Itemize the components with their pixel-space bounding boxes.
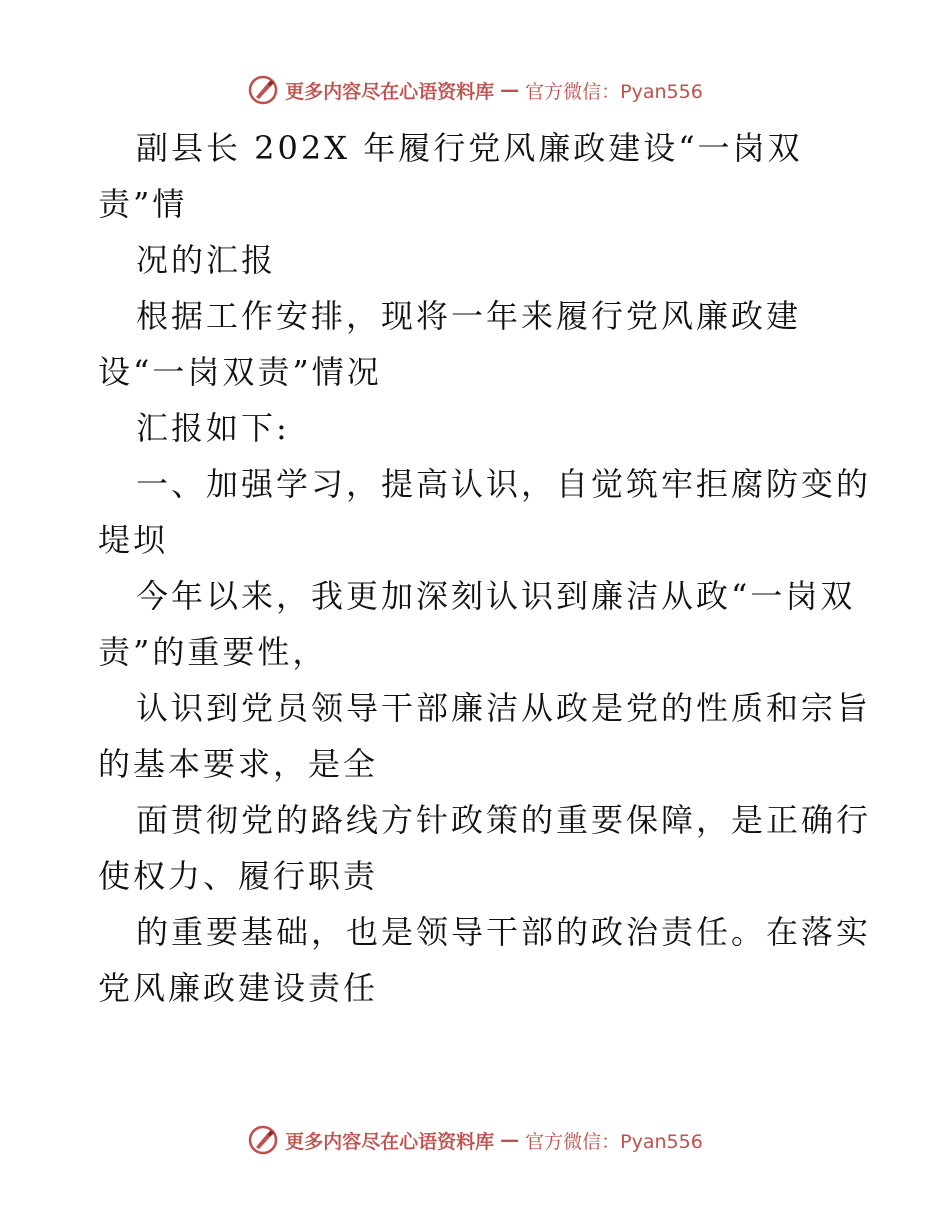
header-banner (0, 70, 950, 110)
banner-main-text: 更多内容尽在心语资料库 (285, 80, 495, 103)
text-line: 一、加强学习，提高认识，自觉筑牢拒腐防变的 (136, 465, 872, 503)
document-body (98, 120, 872, 1016)
text-line: 党风廉政建设责任 (98, 969, 379, 1007)
banner-separator: — (500, 1129, 520, 1151)
text-line: 的重要基础，也是领导干部的政治责任。在落实 (136, 913, 872, 951)
text-line: 使权力、履行职责 (98, 857, 379, 895)
text-line: 面贯彻党的路线方针政策的重要保障，是正确行 (136, 801, 872, 839)
text-line: 责”情 (98, 185, 188, 223)
text-line: 认识到党员领导干部廉洁从政是党的性质和宗旨 (136, 689, 872, 727)
pen-logo-icon (247, 1124, 279, 1156)
banner-wechat-text: 官方微信：Pyan556 (525, 1130, 703, 1153)
text-line: 况的汇报 (136, 241, 277, 279)
pen-logo-icon (247, 74, 279, 106)
text-line: 设“一岗双责”情况 (98, 353, 382, 391)
text-line: 今年以来，我更加深刻认识到廉洁从政“一岗双 (136, 577, 856, 615)
banner-separator: — (500, 79, 520, 101)
text-line: 责”的重要性， (98, 633, 328, 671)
text-line: 汇报如下: (136, 409, 290, 447)
banner-wechat-text: 官方微信：Pyan556 (525, 80, 703, 103)
text-line: 副县长 202X 年履行党风廉政建设“一岗双 (136, 129, 803, 167)
text-line: 的基本要求，是全 (98, 745, 379, 783)
text-line: 根据工作安排，现将一年来履行党风廉政建 (136, 297, 802, 335)
footer-banner (0, 1120, 950, 1160)
banner-main-text: 更多内容尽在心语资料库 (285, 1130, 495, 1153)
text-line: 堤坝 (98, 521, 169, 559)
